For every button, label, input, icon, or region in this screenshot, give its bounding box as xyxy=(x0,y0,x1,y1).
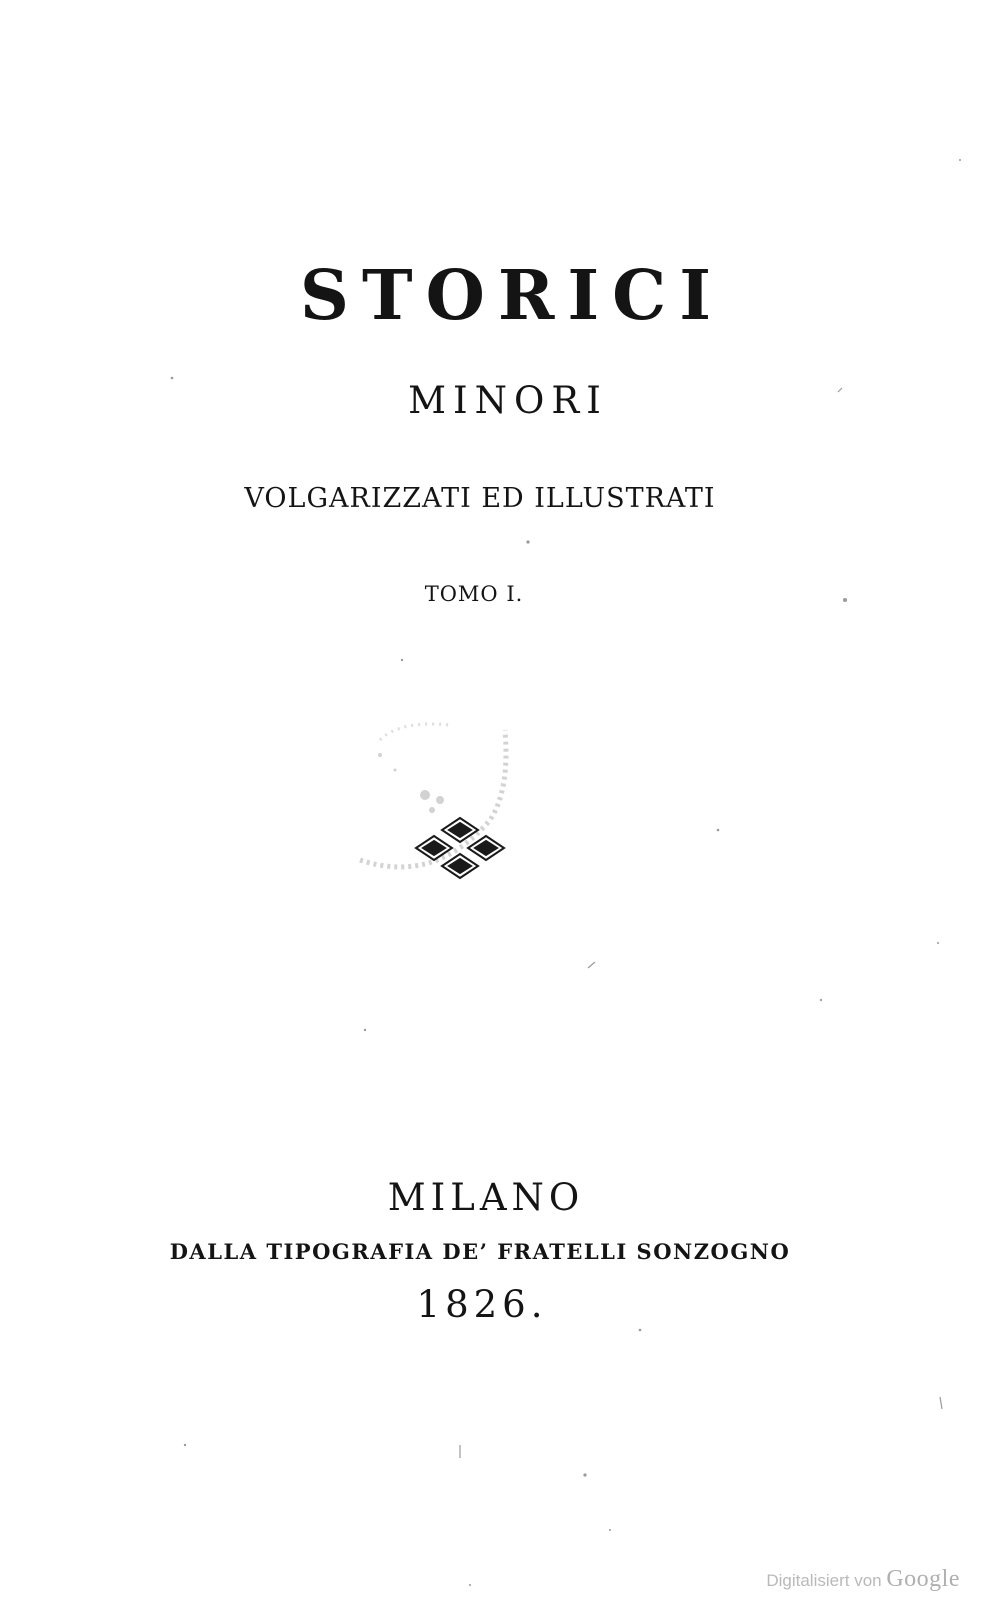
imprint-place: MILANO xyxy=(387,1176,585,1219)
book-tagline: VOLGARIZZATI ED ILLUSTRATI xyxy=(244,483,716,514)
watermark-prefix: Digitalisiert von xyxy=(766,1571,882,1590)
imprint-year: 1826. xyxy=(416,1283,548,1326)
volume-number: TOMO I. xyxy=(424,582,524,606)
watermark-brand: Google xyxy=(886,1566,960,1592)
diamond-fleuron-icon xyxy=(340,700,530,890)
digitization-watermark xyxy=(766,1566,960,1593)
book-subtitle: MINORI xyxy=(408,379,608,422)
book-title: STORICI xyxy=(299,256,725,336)
imprint-printer: DALLA TIPOGRAFIA DE’ FRATELLI SONZOGNO xyxy=(169,1239,791,1264)
